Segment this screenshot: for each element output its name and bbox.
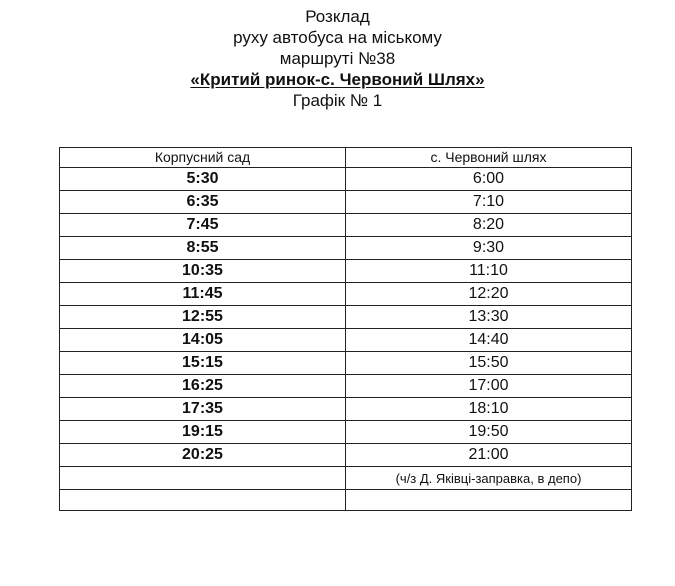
table-row: [60, 306, 632, 329]
departure-time: 17:35: [60, 398, 346, 421]
table-row: [60, 398, 632, 421]
table-row: [60, 214, 632, 237]
departure-time: 19:15: [60, 421, 346, 444]
return-time: 11:10: [346, 260, 632, 283]
column-header-chervonyi-shliakh: с. Червоний шлях: [346, 148, 632, 168]
return-time: 19:50: [346, 421, 632, 444]
return-time: 7:10: [346, 191, 632, 214]
timetable-header-row: [60, 148, 632, 168]
timetable: [59, 147, 632, 511]
table-row: [60, 375, 632, 398]
heading-schedule-number: Графік № 1: [292, 91, 383, 110]
return-time: 15:50: [346, 352, 632, 375]
return-time: 14:40: [346, 329, 632, 352]
table-row: [60, 352, 632, 375]
departure-time: 15:15: [60, 352, 346, 375]
empty-cell: [60, 490, 346, 511]
table-row: [60, 444, 632, 467]
table-row: [60, 191, 632, 214]
table-row: [60, 237, 632, 260]
return-time: 6:00: [346, 168, 632, 191]
table-row-note: [60, 467, 632, 490]
return-time: 12:20: [346, 283, 632, 306]
table-row: [60, 283, 632, 306]
column-header-korpusnyi-sad: Корпусний сад: [60, 148, 346, 168]
heading-subtitle: руху автобуса на міському: [233, 28, 442, 47]
table-row: [60, 329, 632, 352]
heading-route-name: «Критий ринок-с. Червоний Шлях»: [190, 70, 485, 89]
departure-time: 14:05: [60, 329, 346, 352]
heading-title: Розклад: [305, 7, 370, 26]
departure-time: 16:25: [60, 375, 346, 398]
return-time: 9:30: [346, 237, 632, 260]
table-row: [60, 260, 632, 283]
return-time: 18:10: [346, 398, 632, 421]
departure-time: 11:45: [60, 283, 346, 306]
return-time: 17:00: [346, 375, 632, 398]
heading-route-number: маршруті №38: [279, 49, 396, 68]
empty-cell: [60, 467, 346, 490]
table-row: [60, 168, 632, 191]
return-time: 13:30: [346, 306, 632, 329]
table-row: [60, 421, 632, 444]
document-heading: [0, 6, 675, 111]
departure-time: 10:35: [60, 260, 346, 283]
route-note: (ч/з Д. Яківці-заправка, в депо): [346, 467, 632, 490]
departure-time: 20:25: [60, 444, 346, 467]
return-time: 8:20: [346, 214, 632, 237]
return-time: 21:00: [346, 444, 632, 467]
empty-cell: [346, 490, 632, 511]
departure-time: 8:55: [60, 237, 346, 260]
departure-time: 7:45: [60, 214, 346, 237]
departure-time: 5:30: [60, 168, 346, 191]
table-row-blank: [60, 490, 632, 511]
departure-time: 12:55: [60, 306, 346, 329]
departure-time: 6:35: [60, 191, 346, 214]
